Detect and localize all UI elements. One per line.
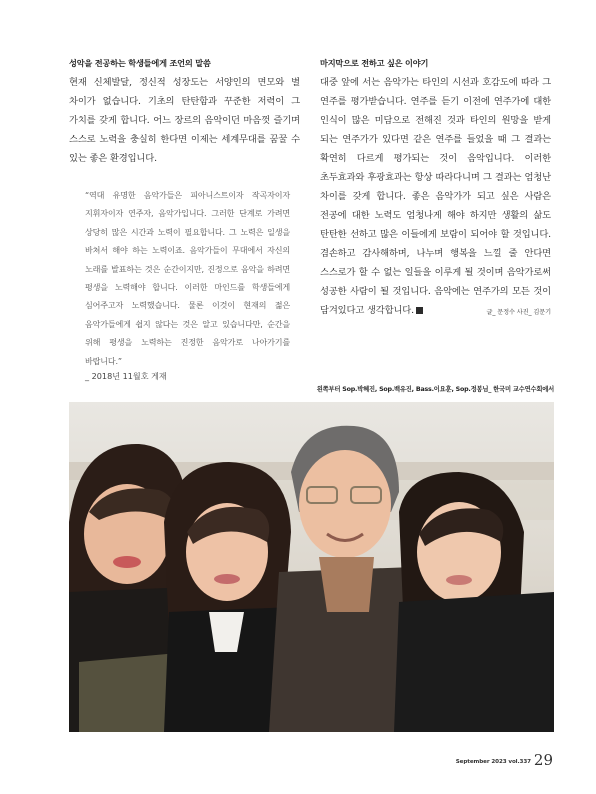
- body-paragraph: [320, 73, 551, 320]
- quote-source: _ 2018년 11월호 게재: [85, 371, 167, 382]
- section-heading: 마지막으로 전하고 싶은 이야기: [320, 58, 429, 68]
- end-mark-icon: [416, 307, 423, 314]
- pull-quote: “역대 유명한 음악가들은 피아니스트이자 작곡자이자 지휘자이자 연주자, 음악가입니다. 그러한 단계로 가려면 상당히 많은 시간과 노력이 필요합니다. 그 노력은 일생을 바쳐서 해야 하는 노력이죠. 음악가들이 무대에서 자신의 노래를 발표하는 것은 순간이지만, 진정으로 음악을 하려면 평생을 노력해야 합니다. 이러한 마인드를 학생들에게 심어주고자 노력했습니다. 물론 이것이 현재의 젊은 음악가들에게 쉽지 않다는 것은 알고 있습니다만, 순간을 위해 평생을 노력하는 진정한 음악가로 나아가기를 바랍니다.”: [85, 190, 290, 366]
- section-heading: 성악을 전공하는 학생들에게 조언의 말씀: [69, 58, 211, 68]
- right-column: [320, 58, 551, 320]
- body-paragraph: 현재 신체발달, 정신적 성장도는 서양인의 면모와 별 차이가 없습니다. 기초의 탄탄함과 꾸준한 저력이 그 가치를 갖게 합니다. 어느 장르의 음악이던 마음껏 즐기며 스스로 노력을 충실히 한다면 이제는 세계무대를 꿈꿀 수 있는 좋은 환경입니다.: [69, 77, 300, 164]
- body-paragraph-text: 대중 앞에 서는 음악가는 타인의 시선과 호감도에 따라 그 연주를 평가받습니다. 연주를 듣기 이전에 연주가에 대한 인식이 많은 미담으로 전해진 것과 타인의 원망을 받게 되는 연주가가 있다면 같은 연주를 들었을 때 그 결과는 확연히 다르게 평가되는 것이 음악입니다. 이러한 초두효과와 후광효과는 항상 따라다니며 그 결과는 엄청난 차이를 갖게 합니다. 좋은 음악가가 되고 싶은 사람은 전공에 대한 노력도 엄청나게 해야 하지만 생활의 삶도 탄탄한 선하고 많은 이들에게 보람이 되어야 할 것입니다. 겸손하고 감사해하며, 나누며 행복을 느낄 줄 안다면 스스로가 할 수 없는 일들을 이루게 될 것이며 음악가로써 성공한 사람이 될 것입니다. 음악에는 연주가의 모든 것이 담겨있다고 생각합니다.: [320, 77, 551, 316]
- group-photo: [69, 402, 554, 732]
- left-column: [69, 58, 300, 382]
- issue-label: September 2023 vol.337: [455, 759, 531, 765]
- author-credit: 글_ 문정수 사진_ 김문기: [486, 309, 551, 316]
- page-number: 29: [533, 751, 553, 769]
- photo-caption: 왼쪽부터 Sop.박혜진, Sop.백유진, Bass.이요훈, Sop.정봉님_ 한국미 교수연수회에서: [316, 386, 554, 393]
- page-footer: [456, 750, 553, 769]
